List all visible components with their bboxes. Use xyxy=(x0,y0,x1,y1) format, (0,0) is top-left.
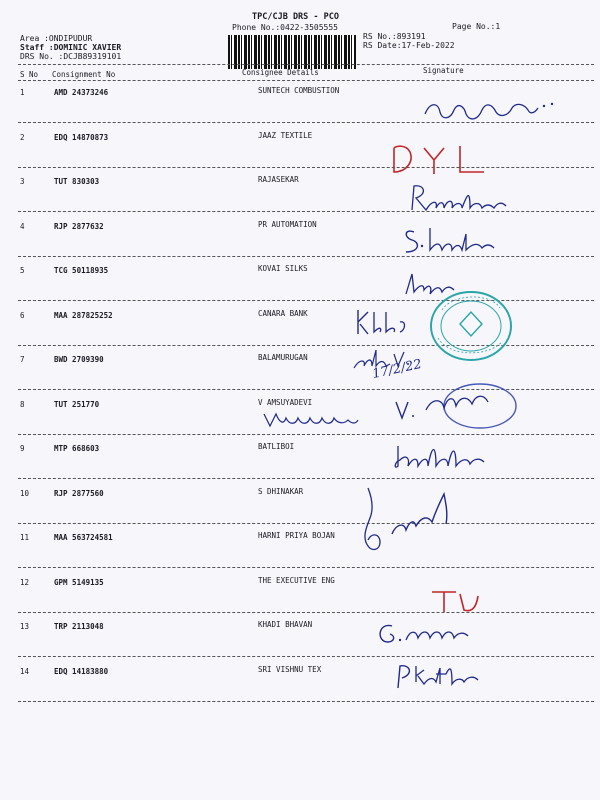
row-consignee-name: PR AUTOMATION xyxy=(258,219,317,229)
row-divider xyxy=(18,256,594,257)
row-serial-number: 5 xyxy=(20,266,25,275)
row-consignee-name: HARNI PRIYA BOJAN xyxy=(258,531,335,540)
row-serial-number: 11 xyxy=(20,533,30,542)
row-consignee-name: KHADI BHAVAN xyxy=(258,620,313,629)
row-consignment-number: EDQ 14183880 xyxy=(54,666,109,676)
row-consignment-number: TCG 50118935 xyxy=(54,266,109,275)
signature-date-row-7: 17/2/22 xyxy=(370,356,424,383)
row-consignment-number: MAA 563724581 xyxy=(54,533,113,542)
page-number: Page No.:1 xyxy=(452,22,501,31)
row-consignment-number: TUT 830303 xyxy=(54,177,100,186)
row-serial-number: 4 xyxy=(20,221,25,231)
column-consignee: Consignee Details xyxy=(242,68,319,77)
row-divider xyxy=(18,434,594,435)
row-divider xyxy=(18,701,594,702)
row-consignee-name: V AMSUYADEVI xyxy=(258,397,313,407)
row-consignment-number: BWD 2709390 xyxy=(54,355,104,364)
row-serial-number: 12 xyxy=(20,577,30,587)
signature-row-4 xyxy=(400,224,500,258)
staff-label: Staff :DOMINIC XAVIER xyxy=(20,43,122,52)
row-consignment-number: MAA 287825252 xyxy=(54,310,113,320)
row-serial-number: 3 xyxy=(20,177,25,186)
signature-row-1 xyxy=(420,92,560,128)
column-consignment: Consignment No xyxy=(52,70,116,79)
signature-row-2 xyxy=(388,140,498,182)
row-serial-number: 8 xyxy=(20,399,25,409)
row-divider xyxy=(18,478,594,479)
row-consignee-name: SUNTECH COMBUSTION xyxy=(258,86,340,95)
header-divider-bottom xyxy=(18,80,594,81)
document-title: TPC/CJB DRS - PCO xyxy=(252,12,339,22)
row-serial-number: 13 xyxy=(20,622,30,631)
signature-row-8 xyxy=(260,406,360,432)
phone-number: Phone No.:0422-3505555 xyxy=(232,23,338,32)
row-divider xyxy=(18,656,594,657)
column-sno: S No xyxy=(20,70,39,79)
row-serial-number: 1 xyxy=(20,88,25,97)
signature-row-6 xyxy=(352,306,412,338)
row-consignee-name: BALAMURUGAN xyxy=(258,353,308,362)
row-consignee-name: KOVAI SILKS xyxy=(258,264,308,273)
row-serial-number: 9 xyxy=(20,444,25,453)
row-consignment-number: AMD 24373246 xyxy=(54,88,109,97)
rs-date: RS Date:17-Feb-2022 xyxy=(363,41,455,50)
row-serial-number: 10 xyxy=(20,488,30,498)
row-consignee-name: S DHINAKAR xyxy=(258,486,304,496)
rs-number: RS No.:893191 xyxy=(363,32,426,41)
row-consignment-number: TUT 251770 xyxy=(54,399,100,409)
signature-row-8b xyxy=(392,380,522,430)
header-divider-top xyxy=(18,64,594,65)
row-divider xyxy=(18,167,594,168)
row-divider xyxy=(18,567,594,568)
row-divider xyxy=(18,523,594,524)
row-consignment-number: EDQ 14870873 xyxy=(54,132,109,142)
row-serial-number: 7 xyxy=(20,355,25,364)
row-serial-number: 2 xyxy=(20,132,25,142)
row-serial-number: 14 xyxy=(20,666,30,676)
area-label: Area :ONDIPUDUR xyxy=(20,34,93,43)
signature-row-9 xyxy=(392,440,492,474)
row-consignee-name: THE EXECUTIVE ENG xyxy=(258,575,335,585)
row-consignment-number: TRP 2113048 xyxy=(54,622,104,631)
row-consignee-name: RAJASEKAR xyxy=(258,175,299,184)
signature-row-12 xyxy=(428,588,488,616)
row-consignee-name: BATLIBOI xyxy=(258,442,295,451)
signature-row-10-11 xyxy=(358,484,458,564)
row-consignment-number: MTP 668603 xyxy=(54,444,100,453)
row-consignee-name: JAAZ TEXTILE xyxy=(258,130,313,140)
signature-row-13 xyxy=(372,618,482,650)
row-divider xyxy=(18,612,594,613)
row-consignee-name: CANARA BANK xyxy=(258,308,308,318)
signature-row-3 xyxy=(404,182,514,216)
row-consignee-name: SRI VISHNU TEX xyxy=(258,664,322,674)
signature-row-14 xyxy=(392,660,482,692)
column-signature: Signature xyxy=(423,66,464,75)
row-consignment-number: RJP 2877632 xyxy=(54,221,104,231)
row-consignment-number: GPM 5149135 xyxy=(54,577,104,587)
row-serial-number: 6 xyxy=(20,310,25,320)
drs-number: DRS No. :DCJB89319101 xyxy=(20,52,122,61)
row-consignment-number: RJP 2877560 xyxy=(54,488,104,498)
